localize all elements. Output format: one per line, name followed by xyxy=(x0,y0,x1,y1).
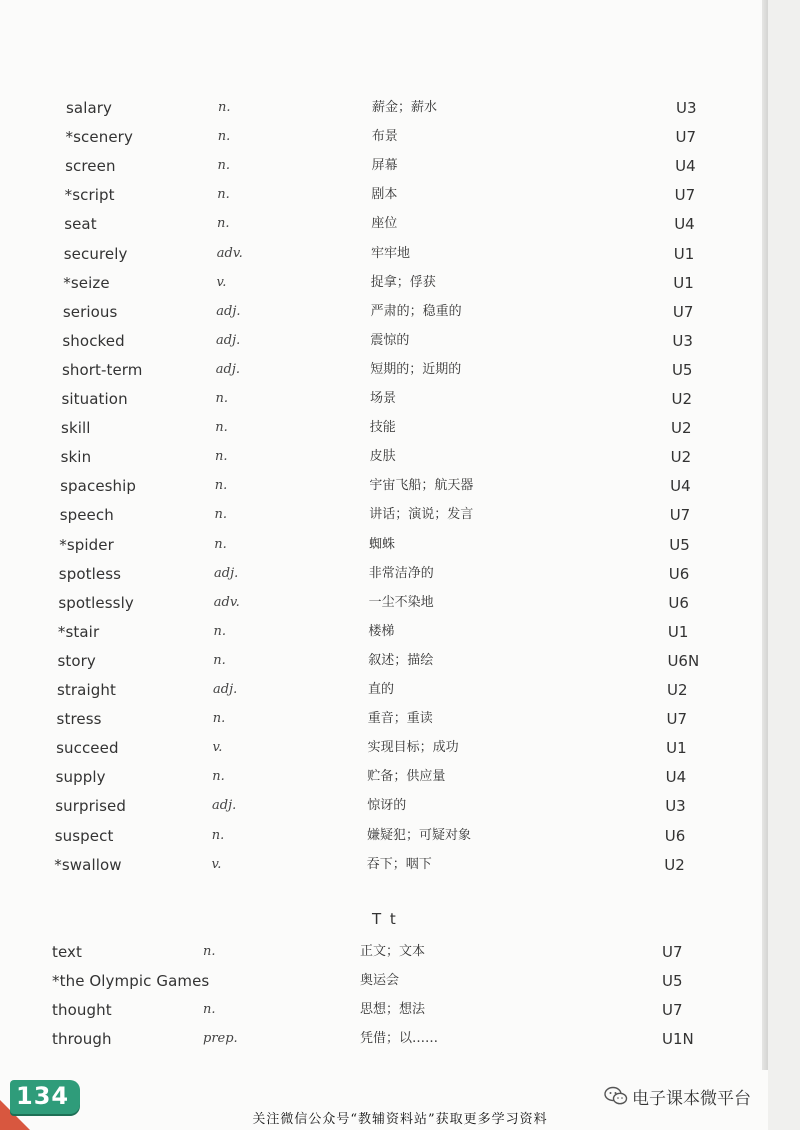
unit-reference: U1 xyxy=(673,244,695,263)
vocab-row xyxy=(0,647,760,675)
chinese-meaning: 凭借；以…… xyxy=(360,1031,439,1046)
chinese-meaning: 技能 xyxy=(369,420,396,436)
part-of-speech: n. xyxy=(214,478,228,494)
part-of-speech: adv. xyxy=(213,594,240,610)
unit-reference: U4 xyxy=(670,477,691,496)
vocab-row xyxy=(0,356,760,384)
chinese-meaning: 贮备；供应量 xyxy=(367,769,446,785)
chinese-meaning: 讲话；演说；发言 xyxy=(369,507,474,523)
chinese-meaning: 屏幕 xyxy=(371,158,398,174)
vocab-word: skin xyxy=(60,448,92,467)
unit-reference: U4 xyxy=(675,157,696,176)
section-heading-t: T t xyxy=(372,910,398,928)
vocab-word: *stair xyxy=(57,622,100,641)
vocab-row xyxy=(0,501,760,529)
vocab-row xyxy=(0,618,760,646)
page-number: 134 xyxy=(16,1082,70,1110)
unit-reference: U7 xyxy=(672,302,694,321)
unit-reference: U4 xyxy=(674,215,695,234)
vocab-row xyxy=(0,443,760,471)
vocab-word: surprised xyxy=(55,797,126,816)
chinese-meaning: 严肃的；稳重的 xyxy=(370,303,462,319)
unit-reference: U1 xyxy=(667,622,689,641)
chinese-meaning: 惊讶的 xyxy=(367,798,407,814)
vocab-row xyxy=(0,1025,760,1053)
vocab-row xyxy=(0,589,760,617)
chinese-meaning: 叙述；描绘 xyxy=(368,652,434,668)
part-of-speech: adj. xyxy=(216,332,241,348)
vocab-word: story xyxy=(57,651,96,670)
unit-reference: U7 xyxy=(674,186,696,205)
vocab-word: serious xyxy=(62,302,118,321)
unit-reference: U1 xyxy=(673,273,694,292)
unit-reference: U5 xyxy=(671,360,693,379)
unit-reference: U7 xyxy=(662,943,683,961)
vocab-word: succeed xyxy=(56,739,119,758)
unit-reference: U3 xyxy=(672,331,693,350)
vocab-word: *script xyxy=(64,186,115,205)
unit-reference: U2 xyxy=(671,419,692,438)
chinese-meaning: 宇宙飞船；航天器 xyxy=(369,478,474,494)
part-of-speech: n. xyxy=(217,129,231,145)
chinese-meaning: 楼梯 xyxy=(368,623,395,639)
vocab-row xyxy=(0,210,760,238)
chinese-meaning: 蜘蛛 xyxy=(369,536,396,552)
part-of-speech: v. xyxy=(211,856,222,872)
chinese-meaning: 布景 xyxy=(371,129,398,145)
vocab-word: stress xyxy=(56,710,102,729)
part-of-speech: n. xyxy=(217,158,231,174)
unit-reference: U7 xyxy=(666,710,688,729)
vocab-row xyxy=(0,94,760,122)
unit-reference: U5 xyxy=(662,972,683,990)
vocab-word: spotless xyxy=(58,564,122,583)
vocab-word: situation xyxy=(61,390,128,408)
part-of-speech: n. xyxy=(212,769,225,785)
vocab-word: speech xyxy=(59,506,114,525)
chinese-meaning: 正文；文本 xyxy=(360,944,426,959)
chinese-meaning: 一尘不染地 xyxy=(368,594,434,610)
page-margin xyxy=(768,0,800,1130)
vocab-word: securely xyxy=(63,244,128,263)
unit-reference: U2 xyxy=(667,681,688,699)
vocab-row xyxy=(0,327,760,355)
chinese-meaning: 捉拿；俘获 xyxy=(370,274,436,290)
unit-reference: U7 xyxy=(669,506,691,525)
vocab-row xyxy=(0,763,760,791)
part-of-speech: n. xyxy=(215,420,228,436)
unit-reference: U5 xyxy=(669,535,690,554)
vocab-row xyxy=(0,967,760,995)
vocab-word: suspect xyxy=(54,826,114,845)
chinese-meaning: 重音；重读 xyxy=(367,711,433,727)
vocab-word: through xyxy=(52,1030,112,1048)
part-of-speech: adj. xyxy=(213,682,238,697)
vocab-row xyxy=(0,414,760,442)
unit-reference: U3 xyxy=(665,797,686,816)
part-of-speech: n. xyxy=(203,1002,216,1017)
unit-reference: U4 xyxy=(665,768,687,787)
watermark-text: 电子课本微平台 xyxy=(632,1088,751,1109)
vocab-word: *spider xyxy=(59,535,114,554)
vocab-word: thought xyxy=(52,1001,112,1019)
vocab-word: seat xyxy=(64,215,97,234)
watermark xyxy=(604,1082,751,1110)
chinese-meaning: 吞下；咽下 xyxy=(366,856,432,872)
chinese-meaning: 奥运会 xyxy=(360,973,400,988)
part-of-speech: n. xyxy=(215,449,228,465)
vocab-row xyxy=(0,851,760,879)
unit-reference: U7 xyxy=(662,1001,683,1019)
unit-reference: U6 xyxy=(664,826,686,845)
vocab-word: skill xyxy=(61,419,91,438)
vocab-word: straight xyxy=(57,681,116,699)
vocab-word: short-term xyxy=(61,360,143,379)
vocab-row xyxy=(0,298,760,326)
part-of-speech: adj. xyxy=(212,798,237,814)
part-of-speech: adv. xyxy=(216,245,243,261)
part-of-speech: prep. xyxy=(203,1031,238,1046)
chinese-meaning: 皮肤 xyxy=(369,449,396,465)
vocab-word: spotlessly xyxy=(58,593,134,612)
unit-reference: U2 xyxy=(670,448,692,467)
unit-reference: U1N xyxy=(662,1030,694,1048)
part-of-speech: n. xyxy=(211,827,225,843)
part-of-speech: adj. xyxy=(214,565,239,581)
vocab-row xyxy=(0,385,760,413)
vocab-word: shocked xyxy=(62,331,125,350)
unit-reference: U2 xyxy=(664,855,685,874)
chinese-meaning: 震惊的 xyxy=(370,332,410,348)
part-of-speech: n. xyxy=(203,944,216,959)
vocab-row xyxy=(0,676,760,704)
unit-reference: U3 xyxy=(676,99,697,117)
vocab-word: screen xyxy=(65,157,116,176)
unit-reference: U7 xyxy=(675,128,697,147)
vocab-word: supply xyxy=(55,768,106,787)
part-of-speech: n. xyxy=(214,536,227,552)
vocab-row xyxy=(0,269,760,297)
part-of-speech: v. xyxy=(212,740,223,756)
vocab-row xyxy=(0,123,760,151)
unit-reference: U6N xyxy=(667,651,700,670)
part-of-speech: v. xyxy=(216,274,227,290)
vocab-row xyxy=(0,996,760,1024)
unit-reference: U6 xyxy=(668,593,689,612)
part-of-speech: n. xyxy=(212,711,226,727)
chinese-meaning: 思想；想法 xyxy=(360,1002,426,1017)
vocab-word: salary xyxy=(66,99,113,117)
vocab-row xyxy=(0,792,760,820)
footer-note: 关注微信公众号“教辅资料站”获取更多学习资料 xyxy=(252,1112,548,1127)
vocab-word: spaceship xyxy=(60,477,137,496)
part-of-speech: n. xyxy=(214,507,228,523)
vocab-row xyxy=(0,705,760,733)
vocab-row xyxy=(0,240,760,268)
vocab-row xyxy=(0,560,760,588)
part-of-speech: n. xyxy=(215,391,229,406)
chinese-meaning: 直的 xyxy=(368,682,395,697)
vocab-word: text xyxy=(52,943,83,961)
part-of-speech: adj. xyxy=(215,361,240,377)
vocab-word: *swallow xyxy=(54,855,122,874)
wechat-icon xyxy=(604,1085,628,1107)
part-of-speech: n. xyxy=(217,216,230,232)
vocab-row xyxy=(0,152,760,180)
chinese-meaning: 座位 xyxy=(371,216,398,232)
chinese-meaning: 薪金；薪水 xyxy=(372,100,438,115)
part-of-speech: adj. xyxy=(216,303,241,319)
vocab-word: *seize xyxy=(63,273,110,292)
unit-reference: U6 xyxy=(668,564,690,583)
chinese-meaning: 短期的；近期的 xyxy=(370,361,462,377)
unit-reference: U2 xyxy=(671,390,693,408)
unit-reference: U1 xyxy=(666,739,687,758)
chinese-meaning: 牢牢地 xyxy=(371,245,411,261)
vocab-word: *scenery xyxy=(65,128,133,147)
part-of-speech: n. xyxy=(213,652,226,668)
vocab-row xyxy=(0,181,760,209)
part-of-speech: n. xyxy=(218,100,231,115)
part-of-speech: n. xyxy=(213,623,227,639)
part-of-speech: n. xyxy=(217,187,230,203)
vocab-row xyxy=(0,938,760,966)
chinese-meaning: 剧本 xyxy=(371,187,398,203)
chinese-meaning: 场景 xyxy=(370,391,397,406)
vocab-word: *the Olympic Games xyxy=(52,972,210,990)
chinese-meaning: 非常洁净的 xyxy=(368,565,434,581)
chinese-meaning: 嫌疑犯；可疑对象 xyxy=(367,827,472,843)
vocab-row xyxy=(0,531,760,559)
vocab-row xyxy=(0,822,760,850)
vocab-row xyxy=(0,472,760,500)
chinese-meaning: 实现目标；成功 xyxy=(367,740,459,756)
vocab-row xyxy=(0,734,760,762)
